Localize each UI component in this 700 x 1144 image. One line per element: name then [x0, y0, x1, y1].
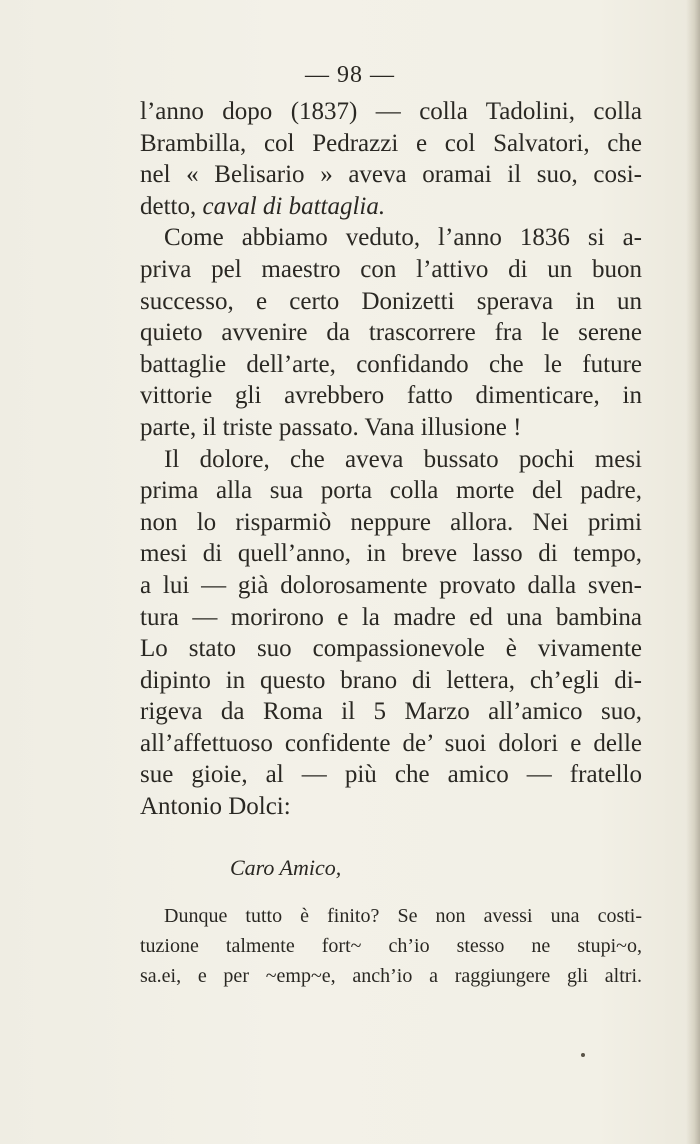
letter-excerpt: [140, 901, 642, 991]
italic-phrase: caval di battaglia.: [202, 192, 386, 220]
text-line: Il dolore, che aveva bussato pochi mesi: [164, 445, 642, 473]
text-line: Lo stato suo compassionevole è vivamente: [140, 635, 642, 663]
text-line: non lo risparmiò neppure allora. Nei primi: [140, 508, 642, 536]
text-line: vittorie gli avrebbero fatto dimenticare, in: [140, 382, 642, 410]
text-line: mesi di quell’anno, in breve lasso di tempo,: [140, 540, 642, 568]
text-line: Antonio Dolci:: [140, 793, 291, 821]
text-line: tura — morirono e la madre ed una bambina: [140, 603, 642, 631]
text-line: quieto avvenire da trascorrere fra le serene: [140, 319, 642, 347]
text-line: [140, 191, 642, 223]
letter-salutation: Caro Amico,: [230, 855, 342, 880]
text-line: rigeva da Roma il 5 Marzo all’amico suo,: [140, 698, 642, 726]
text-line: all’affettuoso confidente de’ suoi dolori e delle: [140, 729, 642, 757]
page-number: — 98 —: [305, 62, 395, 88]
text-line: l’anno dopo (1837) — colla Tadolini, colla: [140, 98, 642, 125]
letter-line: tuzione talmente fort~ ch’io stesso ne stupi~o,: [140, 935, 642, 957]
letter-line: Dunque tutto è finito? Se non avessi una costi-: [164, 905, 642, 927]
text-line: a lui — già dolorosamente provato dalla sven-: [140, 571, 642, 599]
text-line: successo, e certo Donizetti sperava in un: [140, 287, 642, 315]
text-line: parte, il triste passato. Vana illusione !: [140, 413, 522, 441]
body-text: [140, 96, 642, 823]
text-line: prima alla sua porta colla morte del padre,: [140, 477, 642, 505]
text-line: dipinto in questo brano di lettera, ch’egli di-: [140, 666, 642, 694]
text-line: priva pel maestro con l’attivo di un buon: [140, 255, 642, 283]
paper-speck: [581, 1053, 585, 1057]
letter-line: sa.ei, e per ~emp~e, anch’io a raggiungere gli altri.: [140, 965, 642, 987]
text-line: Brambilla, col Pedrazzi e col Salvatori, che: [140, 129, 642, 157]
text-line: Come abbiamo veduto, l’anno 1836 si a-: [164, 224, 642, 252]
page-edge-shadow: [686, 0, 700, 1144]
text-line: nel « Belisario » aveva oramai il suo, cosi-: [140, 161, 642, 189]
text-line: sue gioie, al — più che amico — fratello: [140, 761, 642, 789]
text-line: battaglie dell’arte, confidando che le future: [140, 350, 642, 378]
text-fragment: detto,: [140, 192, 203, 220]
